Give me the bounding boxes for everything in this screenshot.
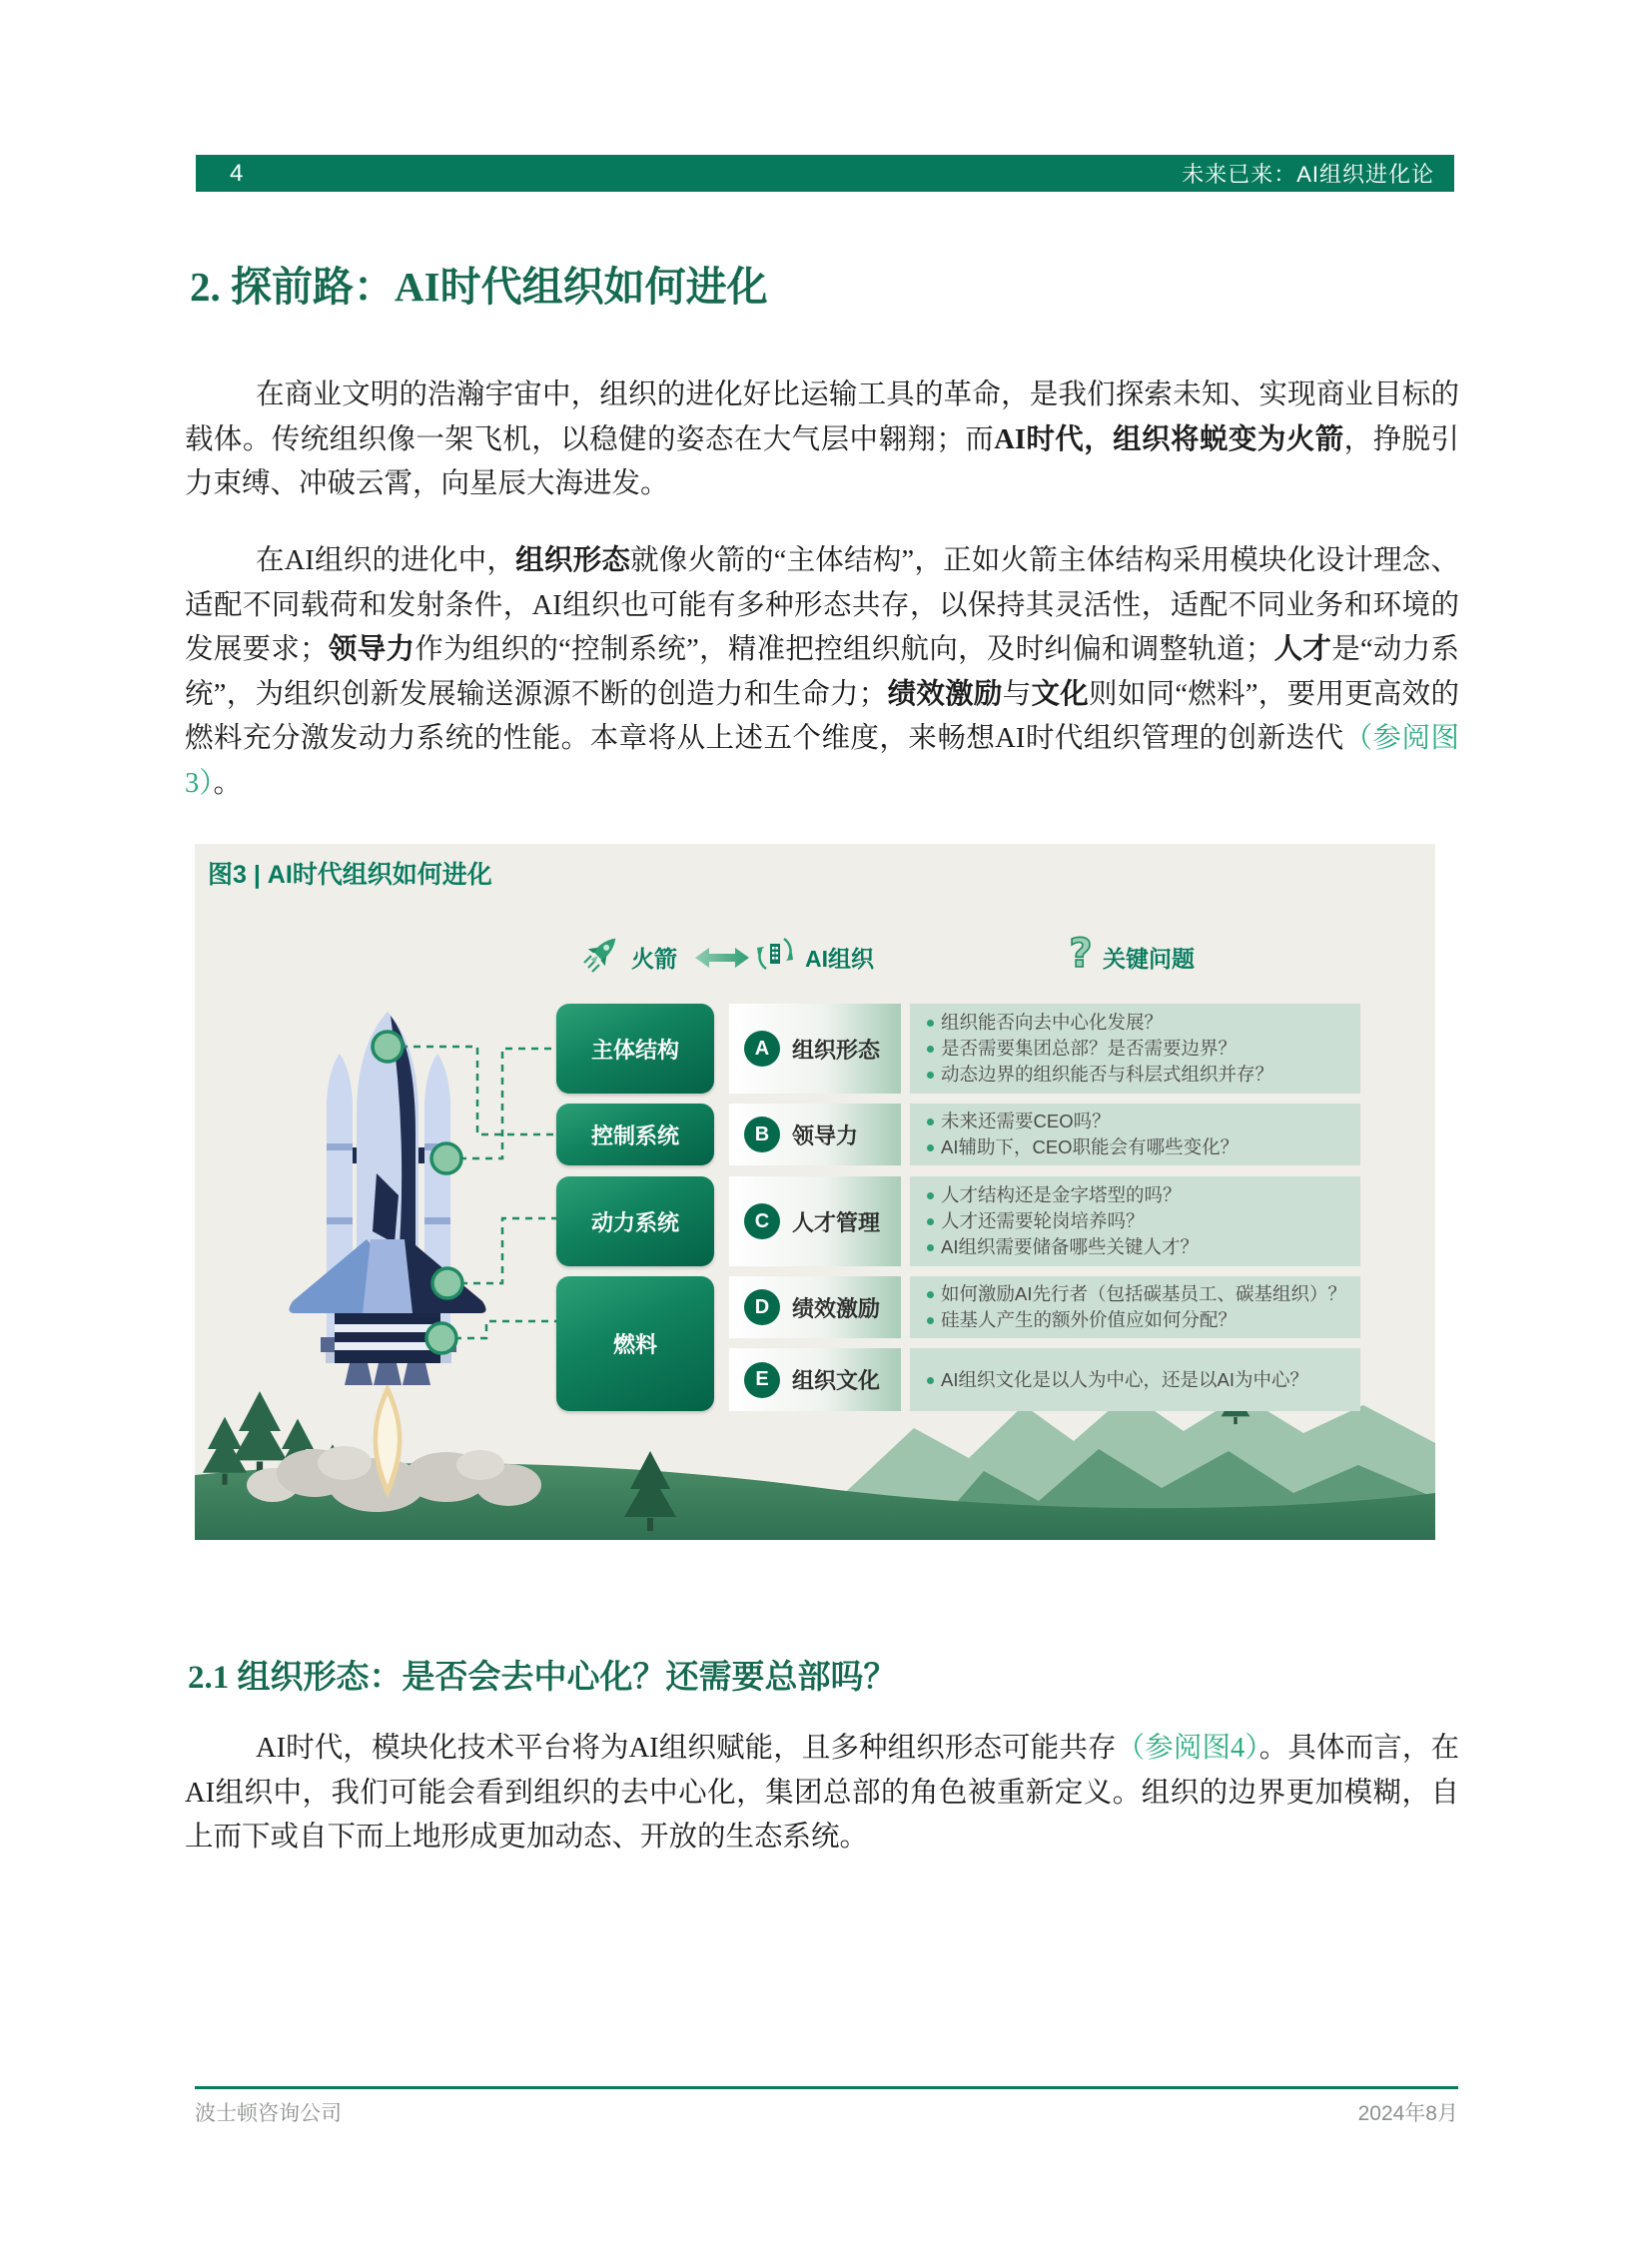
- rocket-icon: [582, 934, 622, 980]
- legend-ai-org-label: AI组织: [805, 945, 874, 972]
- org-dimension-row: [729, 1276, 901, 1338]
- org-dimension-label: 人才管理: [792, 1209, 881, 1235]
- legend-key-questions: [1068, 931, 1195, 980]
- figure-title: 图3 | AI时代组织如何进化: [208, 861, 492, 889]
- org-dimension-label: 绩效激励: [792, 1295, 881, 1321]
- footer-company: 波士顿咨询公司: [195, 2102, 342, 2125]
- org-cycle-icon: [754, 933, 796, 981]
- rocket-part-box-control: 控制系统: [556, 1104, 714, 1165]
- legend-ai-org: [754, 934, 874, 980]
- question-list: 组织能否向去中心化发展？ 是否需要集团总部？是否需要边界？ 动态边界的组织能否与科层式组织并存？: [910, 1004, 1360, 1094]
- footer-divider: [195, 2086, 1458, 2089]
- section-heading: 2. 探前路：AI时代组织如何进化: [190, 264, 768, 310]
- org-dimension-row: [729, 1348, 901, 1411]
- header-bar: [196, 155, 1454, 192]
- legend-key-questions-label: 关键问题: [1103, 945, 1195, 972]
- subsection-heading: 2.1 组织形态：是否会去中心化？还需要总部吗？: [188, 1660, 897, 1696]
- rocket-illustration: [289, 1012, 485, 1385]
- legend-rocket-label: 火箭: [631, 945, 677, 972]
- legend-rocket: [582, 934, 677, 980]
- question-list: 人才结构还是金字塔型的吗？ 人才还需要轮岗培养吗？ AI组织需要储备哪些关键人才？: [910, 1176, 1360, 1266]
- question-list: 未来还需要CEO吗？ AI辅助下，CEO职能会有哪些变化？: [910, 1104, 1360, 1165]
- paragraph-3: AI时代，模块化技术平台将为AI组织赋能，且多种组织形态可能共存（参阅图4）。具体而言，在AI组织中，我们可能会看到组织的去中心化，集团总部的角色被重新定义。组织的边界更加模糊，自上而下或自下而上地形成更加动态、开放的生态系统。: [185, 1733, 1459, 1853]
- rocket-part-box-fuel: 燃料: [556, 1276, 714, 1411]
- page-number: 4: [230, 159, 244, 187]
- question-mark-icon: [1068, 931, 1094, 983]
- figure-exhibit-3: [195, 844, 1435, 1540]
- rocket-part-box-structure: 主体结构: [556, 1004, 714, 1094]
- question-list: AI组织文化是以人为中心，还是以AI为中心？: [910, 1348, 1360, 1411]
- letter-badge: C: [744, 1203, 780, 1239]
- footer: [195, 2097, 1458, 2127]
- footer-date: 2024年8月: [1357, 2102, 1458, 2125]
- org-dimension-row: [729, 1104, 901, 1165]
- document-title: 未来已来：AI组织进化论: [1182, 162, 1434, 187]
- svg-text:?: ?: [1069, 931, 1093, 977]
- rocket-part-box-power: 动力系统: [556, 1176, 714, 1266]
- paragraph-1: 在商业文明的浩瀚宇宙中，组织的进化好比运输工具的革命，是我们探索未知、实现商业目标的载体。传统组织像一架飞机，以稳健的姿态在大气层中翱翔；而AI时代，组织将蜕变为火箭，挣脱引力束缚、冲破云霄，向星辰大海进发。: [185, 379, 1459, 499]
- swap-arrow-icon: [692, 944, 752, 972]
- letter-badge: B: [744, 1117, 780, 1152]
- org-dimension-label: 组织文化: [792, 1368, 881, 1393]
- paragraph-2: 在AI组织的进化中，组织形态就像火箭的“主体结构”，正如火箭主体结构采用模块化设计理念、适配不同载荷和发射条件，AI组织也可能有多种形态共存，以保持其灵活性，适配不同业务和环境的发展要求；领导力作为组织的“控制系统”，精准把控组织航向，及时纠偏和调整轨道；人才是“动力系统”，为组织创新发展输送源源不断的创造力和生命力；绩效激励与文化则如同“燃料”，要用更高效的燃料充分激发动力系统的性能。本章将从上述五个维度，来畅想AI时代组织管理的创新迭代（参阅图3）。: [185, 545, 1459, 799]
- org-dimension-label: 组织形态: [792, 1037, 881, 1063]
- org-dimension-label: 领导力: [792, 1122, 859, 1148]
- org-dimension-row: [729, 1176, 901, 1266]
- letter-badge: A: [744, 1031, 780, 1067]
- question-list: 如何激励AI先行者（包括碳基员工、碳基组织）？ 硅基人产生的额外价值应如何分配？: [910, 1276, 1360, 1338]
- org-dimension-row: [729, 1004, 901, 1094]
- letter-badge: D: [744, 1289, 780, 1325]
- letter-badge: E: [744, 1362, 780, 1398]
